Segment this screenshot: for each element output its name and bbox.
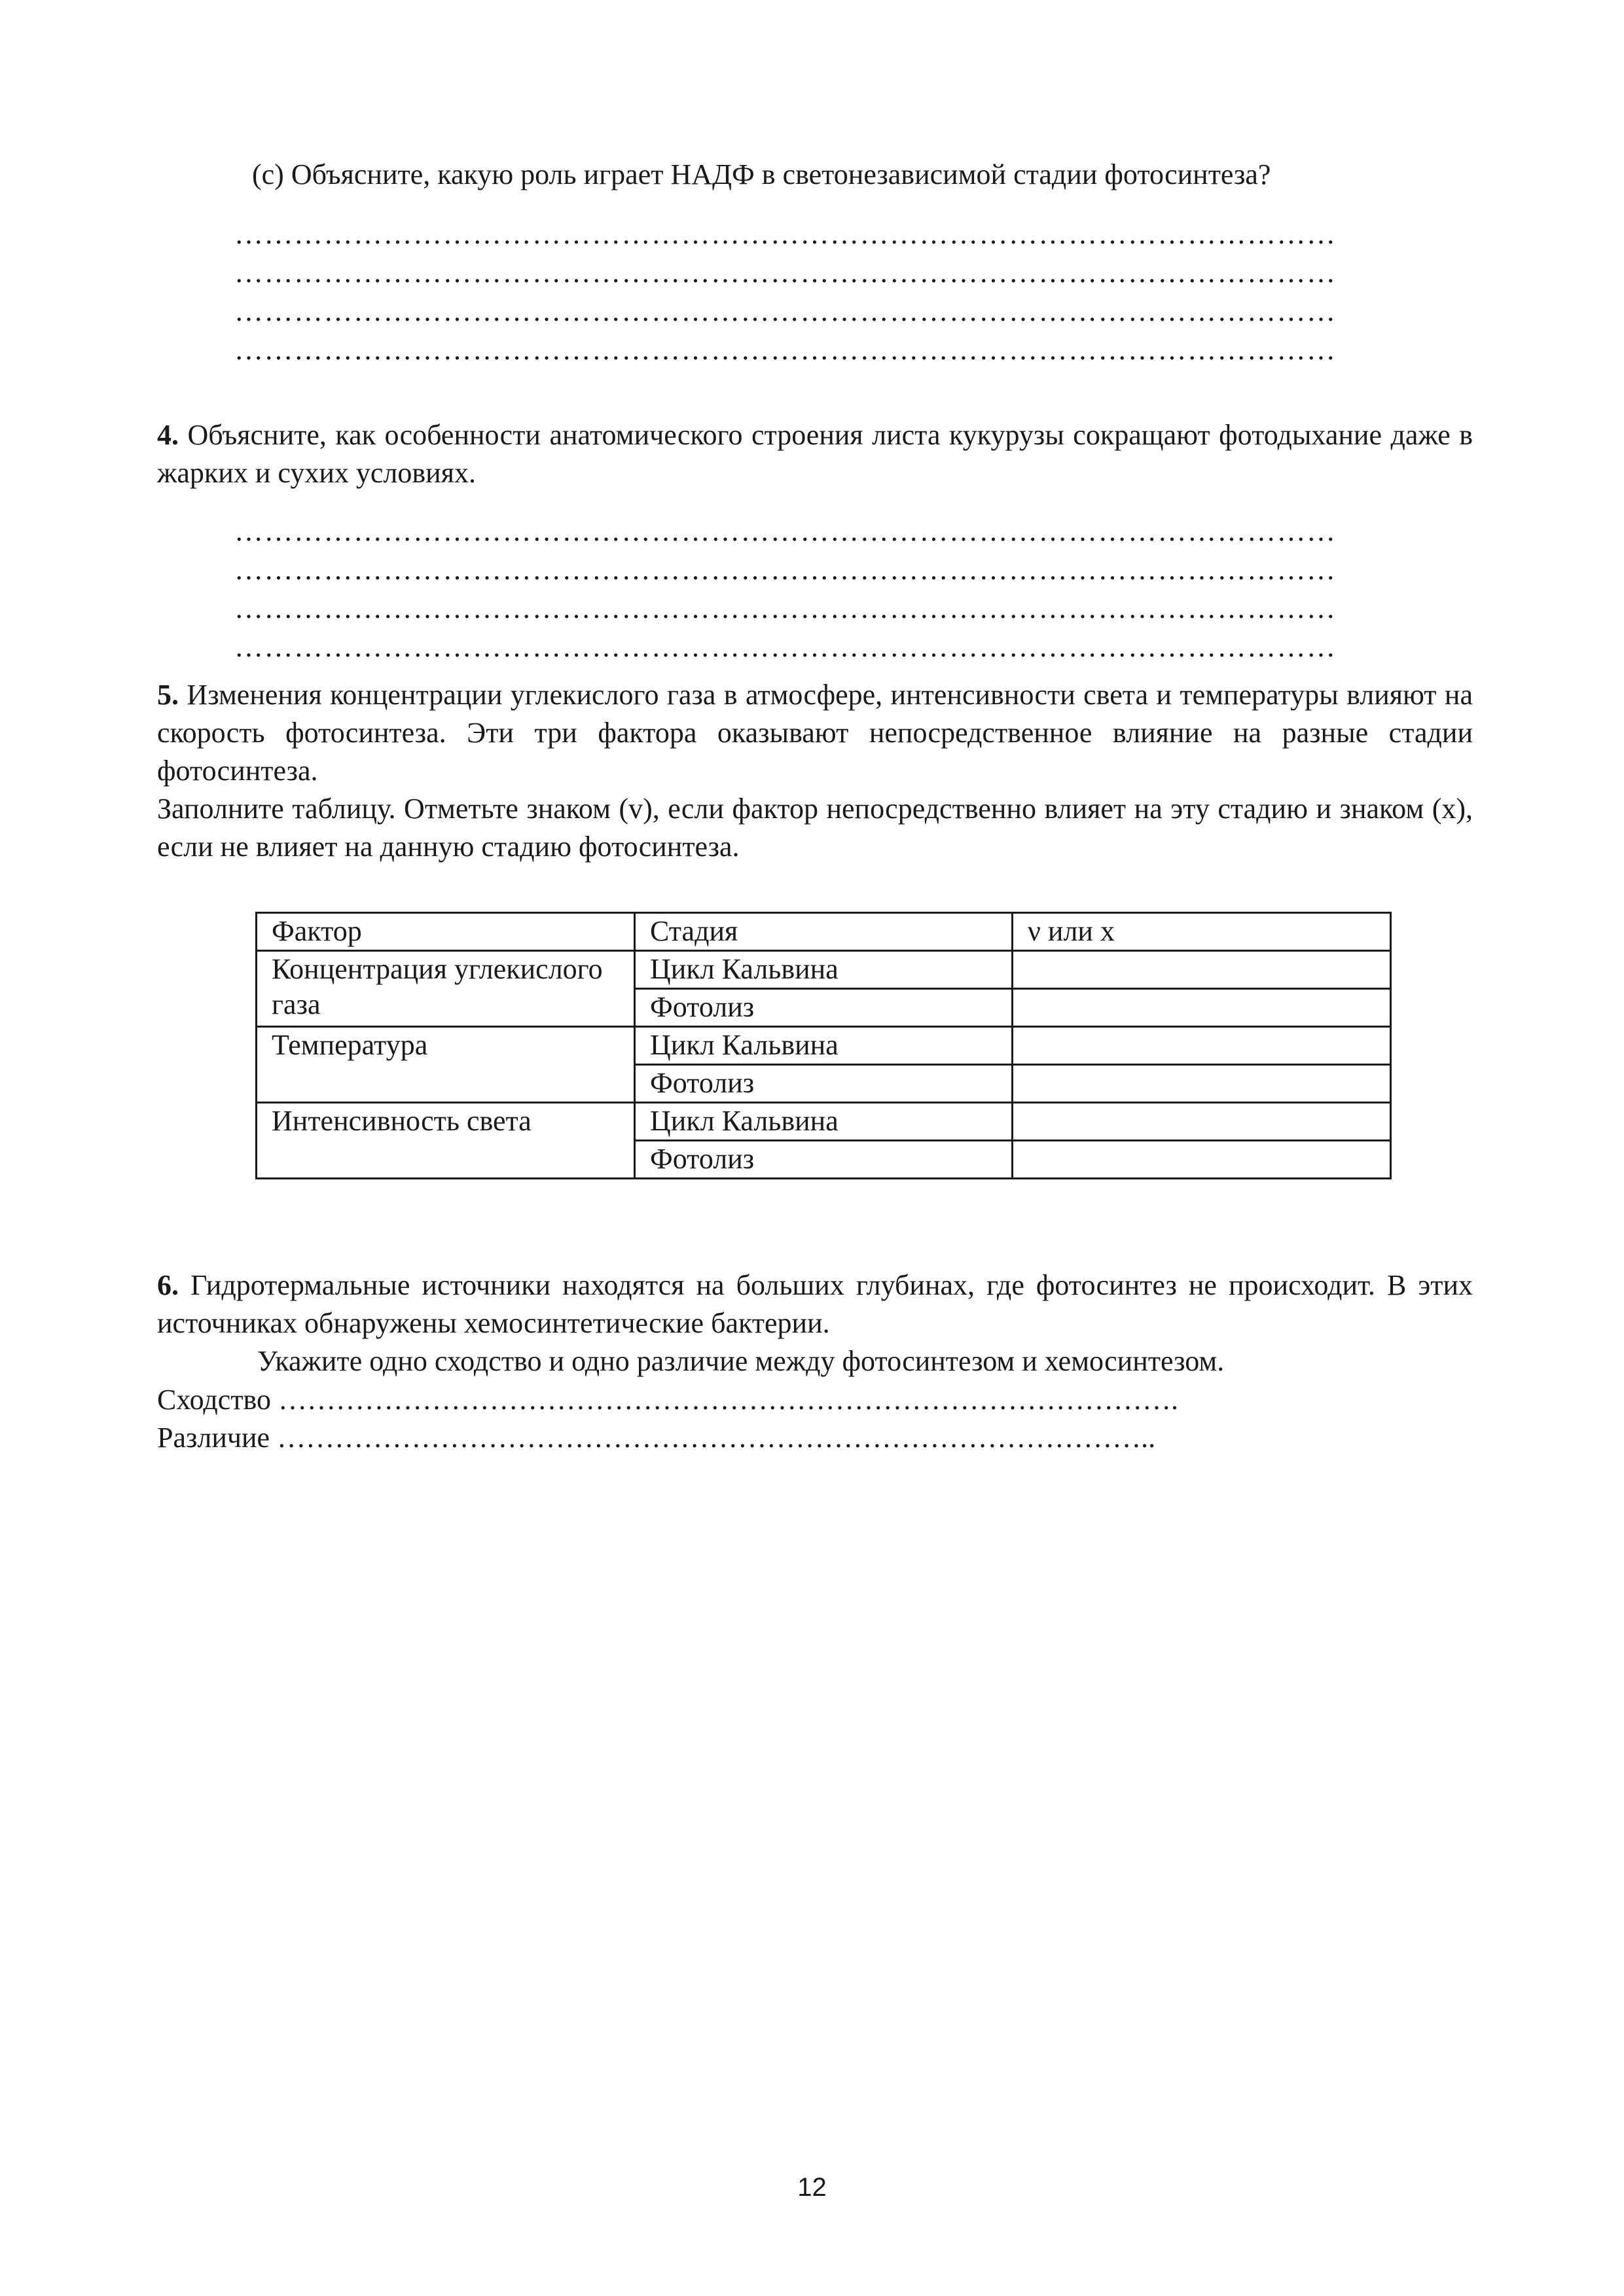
- page-number: 12: [797, 2173, 827, 2202]
- q4-question: [157, 416, 1473, 492]
- question-number: 5.: [157, 679, 179, 711]
- answer-line: …………………………………………………………………………………………………: [234, 257, 1337, 289]
- table-row: [257, 1027, 1391, 1065]
- answer-line: …………………………………………………………………………………………………: [234, 295, 1337, 327]
- header-factor: Фактор: [257, 913, 635, 951]
- question-number: 4.: [157, 419, 179, 451]
- answer-line: …………………………………………………………………………………………………: [234, 592, 1337, 624]
- answer-line: …………………………………………………………………………………………………: [234, 334, 1337, 366]
- q6-question: [157, 1266, 1473, 1342]
- stage-cell: Цикл Кальвина: [635, 951, 1013, 989]
- factor-temperature: Температура: [257, 1027, 635, 1103]
- question-text: Гидротермальные источники находятся на больших глубинах, где фотосинтез не происходит. В этих источниках обнаружены хемосинтетические бактерии.: [157, 1269, 1473, 1339]
- q4-answer-area[interactable]: [234, 512, 1454, 666]
- mark-cell-input[interactable]: [1013, 1065, 1391, 1103]
- header-stage: Стадия: [635, 913, 1013, 951]
- table-row: [257, 1103, 1391, 1141]
- stage-cell: Цикл Кальвина: [635, 1027, 1013, 1065]
- mark-cell-input[interactable]: [1013, 1103, 1391, 1141]
- answer-line: …………………………………………………………………………………………………: [234, 554, 1337, 586]
- similarity-answer-line[interactable]: Сходство ………………………………………………………………………………….: [157, 1384, 1179, 1416]
- answer-line: …………………………………………………………………………………………………: [234, 515, 1337, 547]
- answer-line: …………………………………………………………………………………………………: [234, 218, 1337, 250]
- stage-cell: Фотолиз: [635, 1141, 1013, 1179]
- q3c-question: (с) Объясните, какую роль играет НАДФ в светонезависимой стадии фотосинтеза?: [252, 158, 1271, 190]
- mark-cell-input[interactable]: [1013, 1141, 1391, 1179]
- question-number: 6.: [157, 1269, 179, 1301]
- answer-line: …………………………………………………………………………………………………: [234, 631, 1337, 663]
- q3c-answer-area[interactable]: [234, 215, 1454, 369]
- question-text: Изменения концентрации углекислого газа в атмосфере, интенсивности света и температуры влияют на скорость фотосинтеза. Эти три фактора оказывают непосредственное влияние на разные стадии фотосинтеза.: [157, 679, 1473, 787]
- q5-instruction: Заполните таблицу. Отметьте знаком (v), если фактор непосредственно влияет на эту стадию и знаком (x), если не влияет на данную стадию фотосинтеза.: [157, 793, 1473, 863]
- factor-co2: Концентрация углекислого газа: [257, 951, 635, 1027]
- factor-light-intensity: Интенсивность света: [257, 1103, 635, 1179]
- difference-answer-line[interactable]: Различие ………………………………………………………………………………..: [157, 1422, 1156, 1454]
- header-mark: ν или x: [1013, 913, 1391, 951]
- q5-question: [157, 676, 1473, 790]
- stage-cell: Цикл Кальвина: [635, 1103, 1013, 1141]
- mark-cell-input[interactable]: [1013, 1027, 1391, 1065]
- stage-cell: Фотолиз: [635, 989, 1013, 1027]
- factors-table: [255, 912, 1392, 1179]
- question-text: Объясните, как особенности анатомического строения листа кукурузы сокращают фотодыхание даже в жарких и сухих условиях.: [157, 419, 1473, 489]
- mark-cell-input[interactable]: [1013, 951, 1391, 989]
- table-header-row: [257, 913, 1391, 951]
- mark-cell-input[interactable]: [1013, 989, 1391, 1027]
- stage-cell: Фотолиз: [635, 1065, 1013, 1103]
- table-row: [257, 951, 1391, 989]
- q6-instruction: Укажите одно сходство и одно различие между фотосинтезом и хемосинтезом.: [257, 1345, 1225, 1377]
